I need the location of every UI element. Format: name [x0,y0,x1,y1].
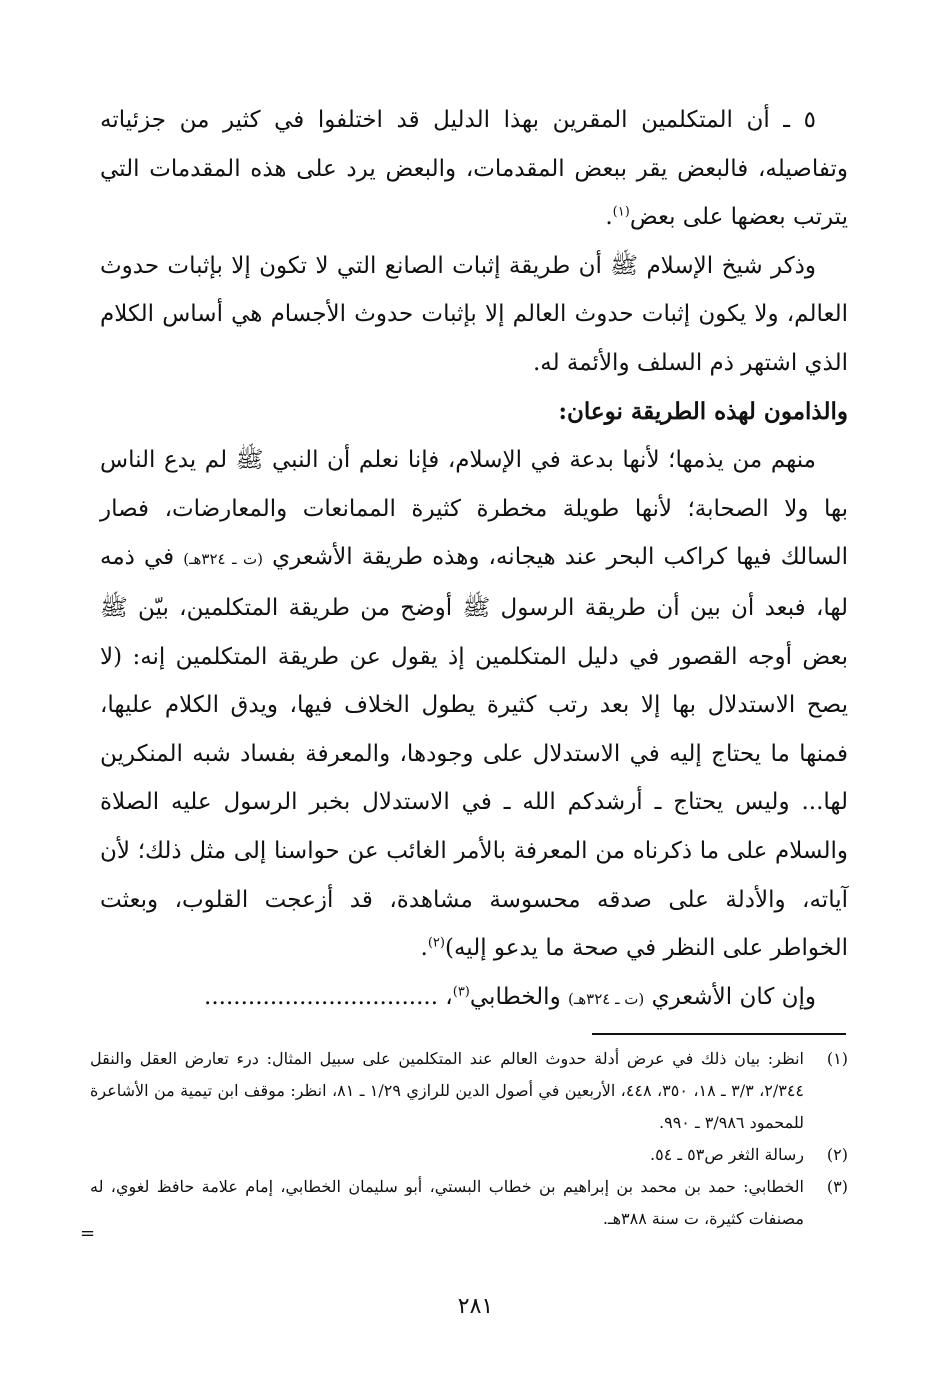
footnote-ref-1: (١) [612,204,630,220]
paragraph-2: وذكر شيخ الإسلام ﷺ أن طريقة إثبات الصانع التي لا تكون إلا بإثبات حدوث العالم، ولا يكون إثبات حدوث العالم إلا بإثبات حدوث الأجسام هي أساس الكلام الذي اشتهر ذم السلف والأئمة له. [100,252,848,376]
footnote-number: (٣) [826,1177,848,1196]
footnote-number: (١) [826,1049,848,1068]
footnotes [90,1043,848,1235]
continuation-mark: = [80,1223,96,1244]
paragraph-3-end: . [420,935,428,962]
footnote-text: رسالة الثغر ص٥٣ ـ ٥٤. [650,1145,804,1164]
footnote-text: الخطابي: حمد بن محمد بن إبراهيم بن خطاب البستي، أبو سليمان الخطابي، إمام علامة حافظ لغوي، له مصنفات كثيرة، ت سنة ٣٨٨هـ. [90,1177,804,1228]
paragraph-4-text-b: والخطابي [469,983,561,1010]
footnote-text: انظر: بيان ذلك في عرض أدلة حدوث العالم عند المتكلمين على سبيل المثال: درء تعارض العقل والنقل ٢/٣٤٤، ٣/٣ ـ ١٨، ٣٥٠، ٤٤٨، الأربعين في أصول الدين للرازي ١/٢٩ ـ ٨١، انظر: موقف ابن تيمية من الأشاعرة للمحمود ٣/٩٨٦ ـ ٩٩٠. [90,1049,805,1132]
paragraph-1-text: ٥ ـ أن المتكلمين المقرين بهذا الدليل قد اختلفوا في كثير من جزئياته وتفاصيله، فالبعض يقر ببعض المقدمات، والبعض يرد على هذه المقدمات التي يترتب بعضها على بعض [100,107,848,231]
footnote-1 [90,1043,848,1139]
paragraph-4 [100,973,848,1024]
section-heading: والذامون لهذه الطريقة نوعان: [558,397,848,425]
page-number: ٢٨١ [457,1294,494,1319]
main-text [100,96,848,1023]
death-date-ashari: (ت ـ ٣٢٤هـ) [183,550,263,569]
footnote-ref-2: (٢) [427,935,445,951]
paragraph-1 [100,96,848,242]
footnote-number: (٢) [826,1145,848,1164]
continuation-dots: ................................ [204,983,438,1010]
paragraph-3-text-a: منهم من يذمها؛ لأنها بدعة في الإسلام، فإنا نعلم أن النبي ﷺ لم يدع الناس بها ولا الصحابة؛ لأنها طويلة مخطرة كثيرة الممانعات والمعارضات، فصار السالك فيها كراكب البحر عند هيجانه، وهذه طريقة الأشعري [100,447,849,571]
footnote-ref-3: (٣) [452,984,470,1000]
paragraph-3-text-b: في ذمه لها، فبعد أن بين أن طريقة الرسول ﷺ أوضح من طريقة المتكلمين، بيّن ﷺ بعض أوجه القصور في دليل المتكلمين إذ يقول عن طريقة المتكلمين إنه: (لا يصح الاستدلال بها إلا بعد رتب كثيرة يطول الخلاف فيها، ويدق الكلام عليها، فمنها ما يحتاج إليه في الاستدلال على وجودها، والمعرفة بفساد شبه المنكرين لها... وليس يحتاج ـ أرشدكم الله ـ في الاستدلال بخبر الرسول عليه الصلاة والسلام على ما ذكرناه من المعرفة بالأمر الغائب عن حواسنا إلى مثل ذلك؛ لأن آياته، والأدلة على صدقه محسوسة مشاهدة، قد أزعجت القلوب، وبعثت الخواطر على النظر في صحة ما يدعو إليه) [100,544,848,962]
paragraph-3 [100,436,848,973]
paragraph-4-text-a: وإن كان الأشعري [651,983,816,1010]
footnote-2 [90,1139,848,1171]
footnote-separator [592,1033,846,1035]
paragraph-1-end: . [605,204,613,231]
footnote-3 [90,1171,848,1235]
paragraph-4-text-c: ، [438,983,453,1010]
death-date-ashari-2: (ت ـ ٣٢٤هـ) [568,989,645,1008]
